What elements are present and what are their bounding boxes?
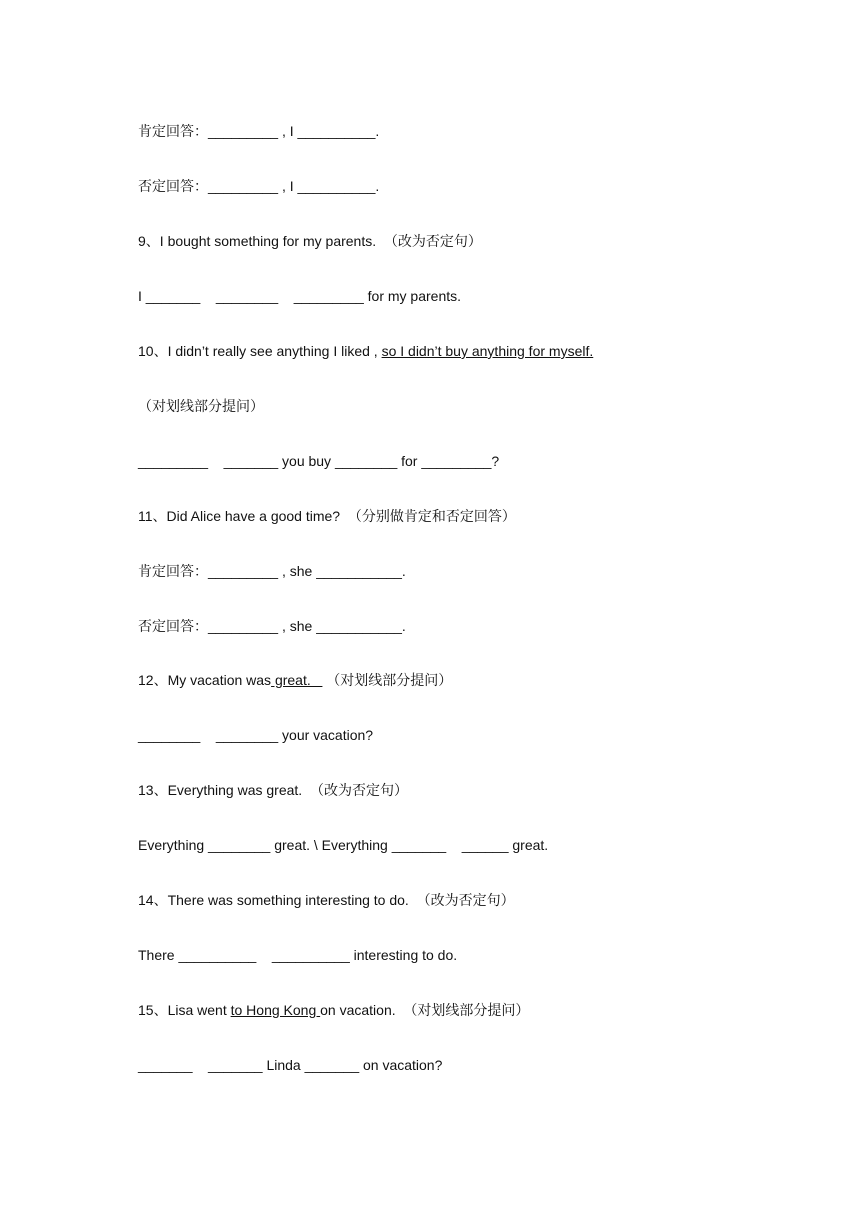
question-14: 14、There was something interesting to do. （改为否定句） [138, 892, 515, 908]
question-9: 9、I bought something for my parents. （改为否定句） [138, 233, 482, 249]
answer-line-12: ________ ________ your vacation? [138, 727, 374, 743]
answer-no-line-8: 否定回答：_________ , I __________. [138, 178, 380, 194]
question-12-instruction: （对划线部分提问） [322, 672, 453, 688]
question-15-instruction: on vacation. （对划线部分提问） [320, 1002, 530, 1018]
question-10-text: 10、I didn’t really see anything I liked , [138, 343, 382, 359]
answer-yes-line-8: 肯定回答：_________ , I __________. [138, 123, 380, 139]
question-15 [138, 1000, 529, 1020]
answer-line-13: Everything ________ great. \ Everything _______ ______ great. [138, 837, 549, 853]
answer-line-14: There __________ __________ interesting to do. [138, 947, 458, 963]
question-10 [138, 341, 593, 361]
underlined-phrase: great. [271, 672, 323, 688]
question-12-text: 12、My vacation was [138, 672, 272, 688]
underlined-phrase: so I didn’t buy anything for myself. [381, 343, 594, 359]
question-12 [138, 670, 452, 690]
answer-line-9: I _______ ________ _________ for my parents. [138, 288, 462, 304]
instruction-10: （对划线部分提问） [138, 398, 264, 414]
answer-line-10: _________ _______ you buy ________ for _________? [138, 453, 500, 469]
question-11: 11、Did Alice have a good time? （分别做肯定和否定回答） [138, 508, 516, 524]
answer-yes-line-11: 肯定回答：_________ , she ___________. [138, 563, 406, 579]
underlined-phrase: to Hong Kong [230, 1002, 321, 1018]
answer-no-line-11: 否定回答：_________ , she ___________. [138, 618, 406, 634]
question-15-text: 15、Lisa went [138, 1002, 231, 1018]
answer-line-15: _______ _______ Linda _______ on vacation? [138, 1057, 443, 1073]
question-13: 13、Everything was great. （改为否定句） [138, 782, 408, 798]
